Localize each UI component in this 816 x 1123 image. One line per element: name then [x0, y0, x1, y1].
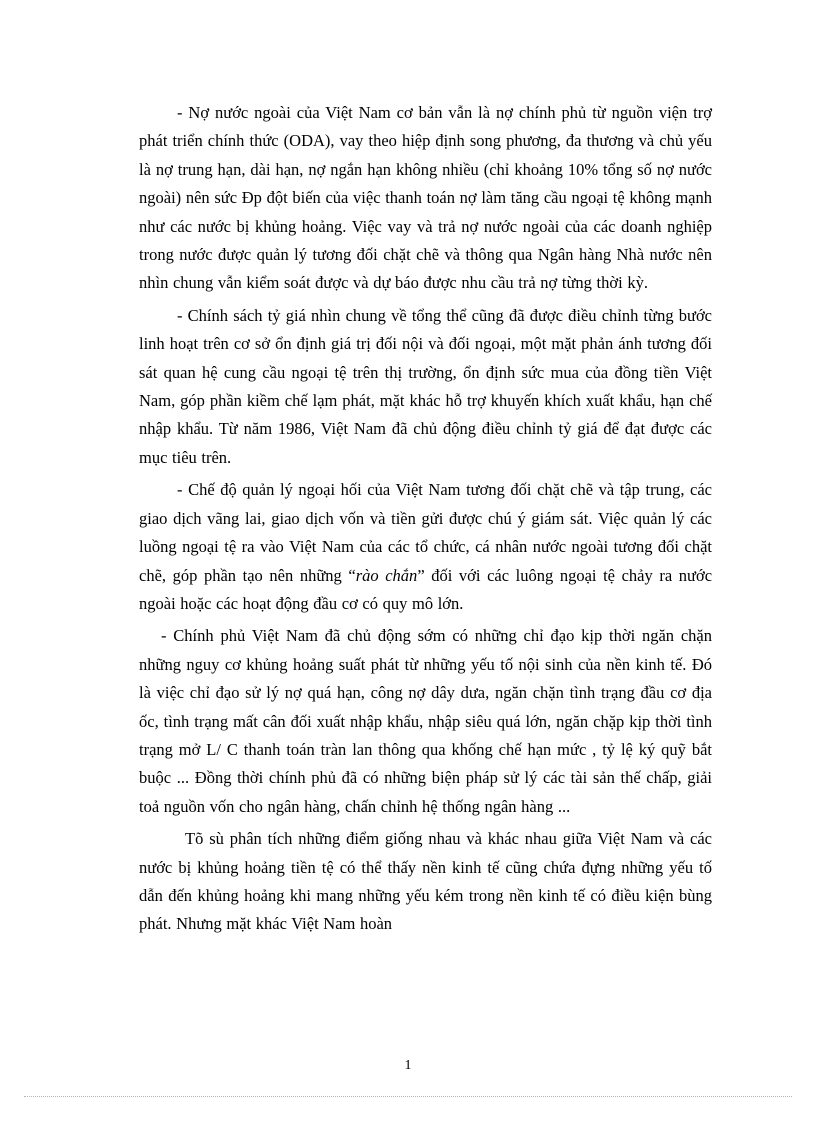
paragraph-text-before: - Chế độ quản lý ngoại hối của Việt Nam tương đối chặt chẽ và tập trung, các giao dịch vãng lai, giao dịch vốn và tiền gửi được chú ý giám sát. Việc quản lý các luồng ngoại tệ ra vào Việt Nam của các tổ chức, cá nhân nước ngoài tương đối chặt chẽ, góp phần tạo nên những “	[139, 480, 712, 585]
paragraph-analysis-conclusion: Tõ sù phân tích những điểm giống nhau và khác nhau giữa Việt Nam và các nước bị khủng hoảng tiền tệ có thể thấy nền kinh tế cũng chứa đựng những yếu tố dẫn đến khủng hoảng khi mang những yếu kém trong nền kinh tế có điều kiện bùng phát. Nhưng mặt khác Việt Nam hoàn	[139, 829, 712, 934]
paragraph-text-after: ” đối với các luông ngoại tệ chảy ra nước ngoài hoặc các hoạt động đầu cơ có quy mô lớn.	[139, 565, 713, 613]
paragraph-foreign-debt: - Nợ nước ngoài của Việt Nam cơ bản vẫn là nợ chính phủ từ nguồn viện trợ phát triển chính thức (ODA), vay theo hiệp định song phương, đa thương và chủ yếu là nợ trung hạn, dài hạn, nợ ngắn hạn không nhiều (chỉ khoảng 10% tổng số nợ nước ngoài) nên sức Đp đột biến của việc thanh toán nợ làm tăng cầu ngoại tệ không mạnh như các nước bị khủng hoảng. Việc vay và trả nợ nước ngoài của các doanh nghiệp trong nước được quản lý tương đối chặt chẽ và thông qua Ngân hàng Nhà nước nên nhìn chung vẫn kiểm soát được và dự báo được nhu cầu trả nợ từng thời kỳ.	[139, 103, 712, 293]
italic-phrase: rào chắn	[355, 565, 418, 585]
paragraph-foreign-exchange-management	[139, 476, 712, 618]
page-number: 1	[404, 1058, 412, 1073]
document-body	[139, 99, 712, 943]
paragraph-government-measures: - Chính phủ Việt Nam đã chủ động sớm có những chỉ đạo kịp thời ngăn chặn những nguy cơ khủng hoảng suất phát từ những yếu tố nội sinh của nền kinh tế. Đó là việc chỉ đạo sử lý nợ quá hạn, công nợ dây dưa, ngăn chặn tình trạng đầu cơ địa ốc, tình trạng mất cân đối xuất nhập khẩu, nhập siêu quá lớn, ngăn chặp kịp thời tình trạng mở L/ C thanh toán tràn lan thông qua khống chế hạn mức , tỷ lệ ký quỹ bắt buộc ... Đồng thời chính phủ đã có những biện pháp sử lý các tài sản thế chấp, giải toả nguồn vốn cho ngân hàng, chấn chỉnh hệ thống ngân hàng ...	[139, 626, 712, 816]
paragraph-exchange-rate-policy: - Chính sách tỷ giá nhìn chung về tổng thể cũng đã được điều chỉnh từng bước linh hoạt trên cơ sở ổn định giá trị đối nội và đối ngoại, một mặt phản ánh tương đối sát quan hệ cung cầu ngoại tệ trên thị trường, ổn định sức mua của đồng tiền Việt Nam, góp phần kiềm chế lạm phát, mặt khác hỗ trợ khuyến khích xuất khẩu, hạn chế nhập khẩu. Từ năm 1986, Việt Nam đã chủ động điều chỉnh tỷ giá để đạt được các mục tiêu trên.	[139, 305, 712, 467]
footer-divider	[24, 1096, 792, 1097]
